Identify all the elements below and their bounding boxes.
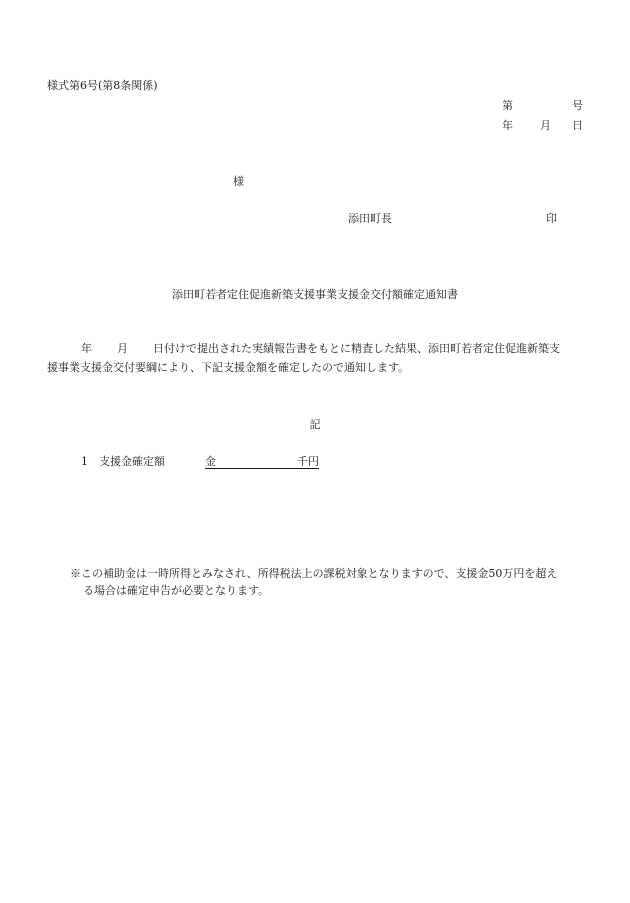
form-number: 様式第6号(第8条関係) [47,79,158,92]
addressee-suffix: 様 [233,175,244,188]
body-paragraph-line-2: 援事業支援金交付要綱により、下記支援金額を確定したので通知します。 [47,361,410,374]
body-line1-text: 日付けで提出された実績報告書をもとに精査した結果、添田町若者定住促進新築支 [153,342,560,355]
body-year-label: 年 [81,342,92,355]
item-label: 支援金確定額 [99,455,165,468]
note-line-1: ※この補助金は一時所得とみなされ、所得税法上の課税対象となりますので、支援金50万円を超え [70,567,558,580]
amount-unit: 千円 [297,455,319,468]
body-paragraph-line-1 [81,343,560,354]
amount-prefix: 金 [205,455,216,468]
item-number: 1 [81,455,88,468]
date-month-label: 月 [540,119,551,132]
note-line-2: る場合は確定申告が必要となります。 [83,584,270,597]
document-title: 添田町若者定住促進新築支援事業支援金交付額確定通知書 [172,288,458,301]
body-month-label: 月 [117,342,128,355]
date-year-label: 年 [502,119,513,132]
ki-heading: 記 [309,418,321,431]
amount-field [205,456,319,469]
document-number-suffix: 号 [572,99,583,112]
date-day-label: 日 [572,119,583,132]
issuer-name: 添田町長 [348,212,392,225]
seal-mark: 印 [546,212,557,225]
document-number-prefix: 第 [502,99,513,112]
item-row [81,456,319,469]
